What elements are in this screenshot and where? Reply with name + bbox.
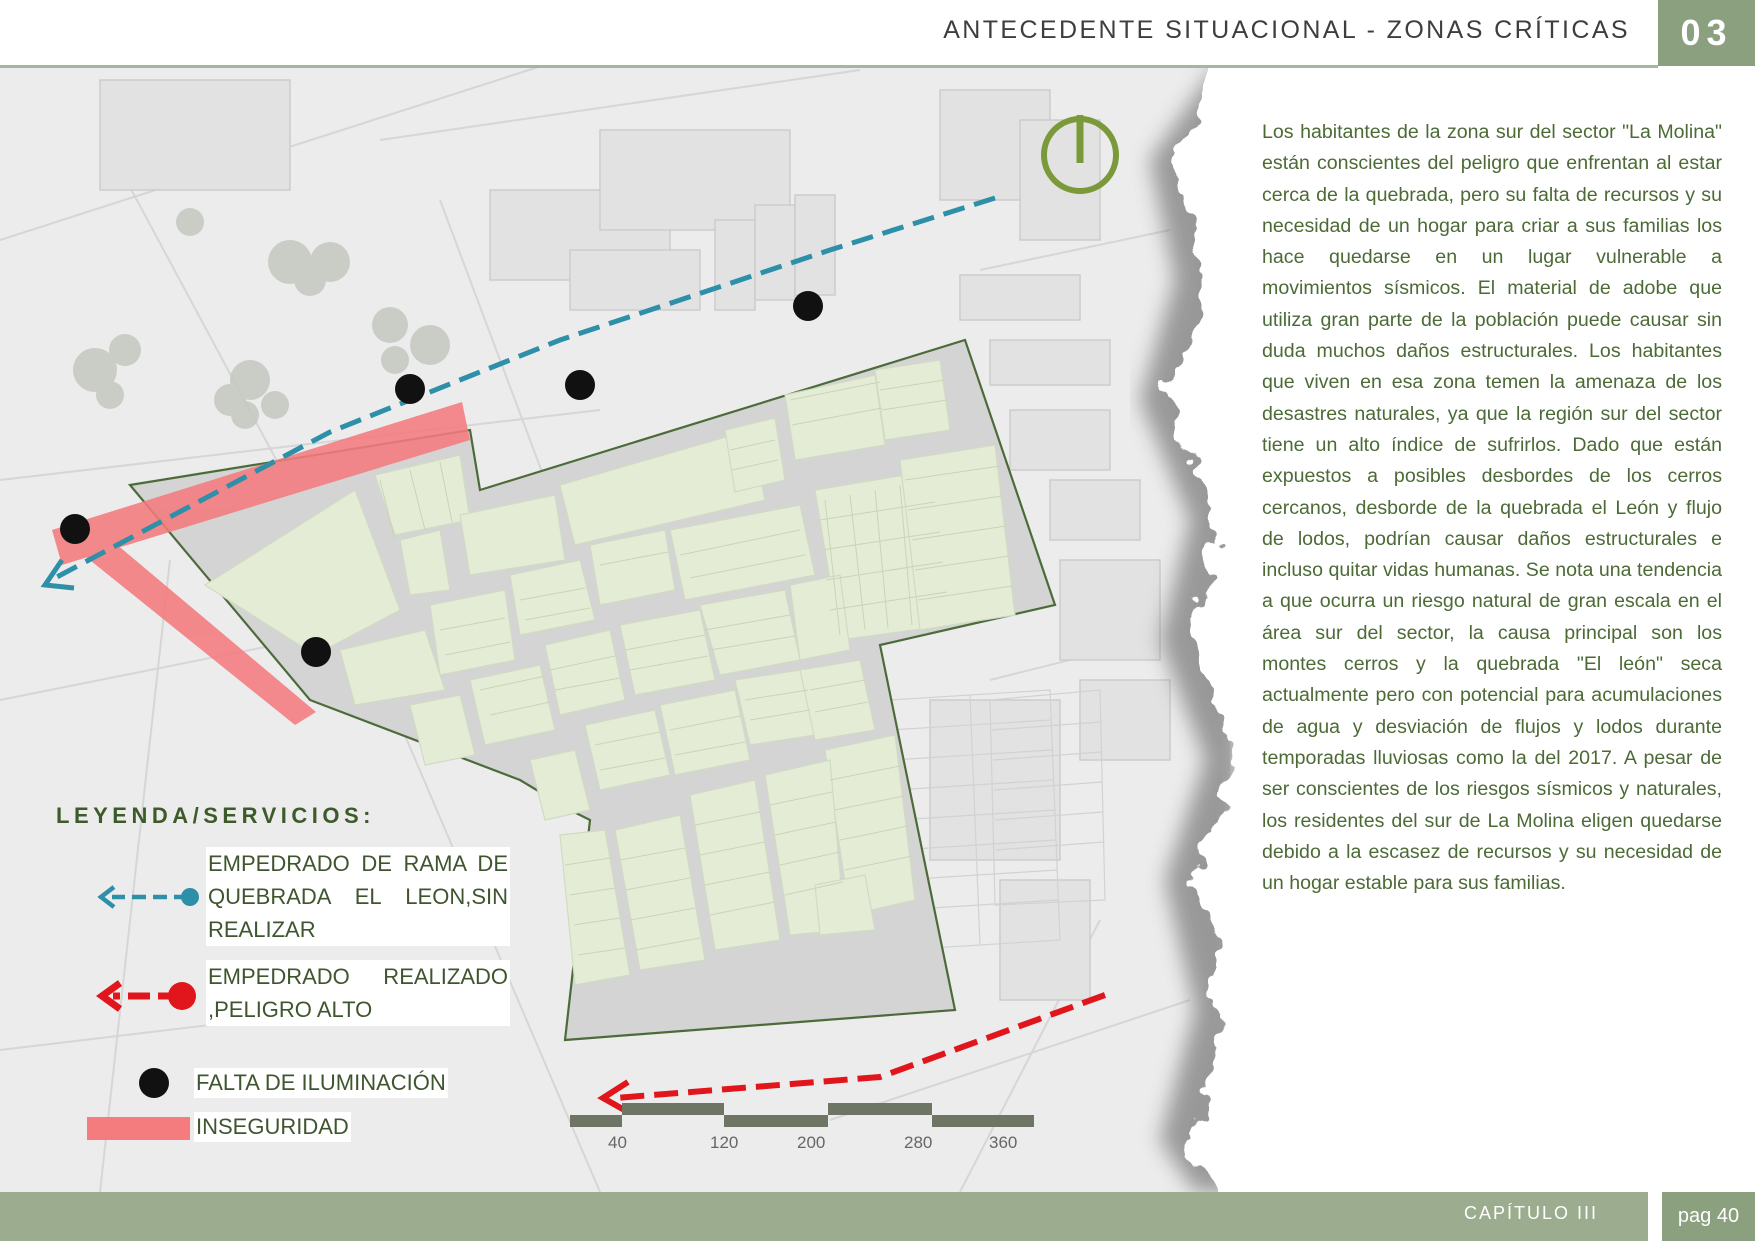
scale-label: 360	[989, 1133, 1018, 1152]
legend-item-label: EMPEDRADO DE RAMA DE QUEBRADA EL LEON,SIN REALIZAR	[206, 847, 510, 946]
body-paragraph: Los habitantes de la zona sur del sector "La Molina" están conscientes del peligro que enfrentan al estar cerca de la quebrada, pero su falta de recursos y su necesidad de un hogar para criar a sus familias los hace quedarse en un lugar vulnerable a movimientos sísmicos. El material de adobe que utiliza gran parte de la población puede causar sin duda muchos daños estructurales. Los habitantes que viven en esa zona temen la amenaza de los desastres naturales, ya que la región sur del sector tiene un alto índice de sufrirlos. Dado que están expuestos a posibles desbordes de los cerros cercanos, desborde de la quebrada el León y flujo de lodos, podrían causar daños estructurales e incluso quitar vidas humanas. Se nota una tendencia a que ocurra un riesgo natural de gran escala en el área sur del sector, la causa principal son los montes cerros y la quebrada "El león" seca actualmente pero con potencial para acumulaciones de agua y desviación de flujos y lodos durante temporadas lluviosas como la del 2017. A pesar de ser conscientes de los riesgos sísmicos y naturales, los residentes del sur de La Molina eligen quedarse debido a la escasez de recursos y su necesidad de un hogar estable para sus familias.	[1262, 121, 1722, 895]
page-number: pag 40	[1662, 1192, 1755, 1241]
legend-title: LEYENDA/SERVICIOS:	[56, 803, 375, 828]
legend-item-label: EMPEDRADO REALIZADO ,PELIGRO ALTO	[206, 960, 510, 1026]
section-number-badge: 03	[1658, 0, 1755, 66]
scale-label: 280	[904, 1133, 933, 1152]
page-title: ANTECEDENTE SITUACIONAL - ZONAS CRÍTICAS	[943, 16, 1630, 44]
footer-divider	[1648, 1192, 1662, 1241]
scale-label: 40	[608, 1133, 627, 1152]
footer-chapter: CAPÍTULO III	[1464, 1203, 1599, 1223]
scale-label: 120	[710, 1133, 739, 1152]
legend-item-label: INSEGURIDAD	[194, 1112, 351, 1142]
scale-label: 200	[797, 1133, 826, 1152]
legend-item-label: FALTA DE ILUMINACIÓN	[194, 1068, 448, 1098]
